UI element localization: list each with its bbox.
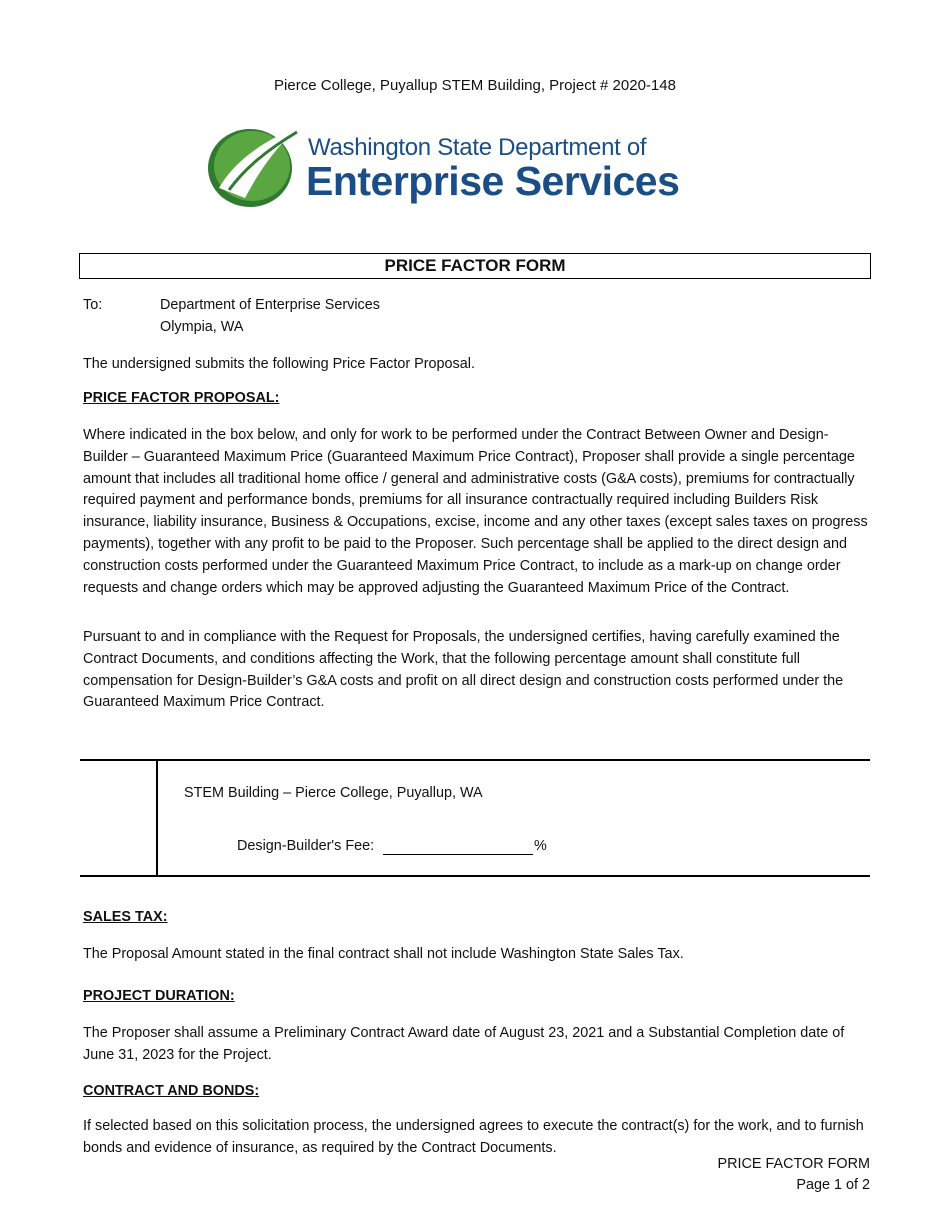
intro-text: The undersigned submits the following Price Factor Proposal.	[83, 356, 475, 372]
recipient-name: Department of Enterprise Services	[160, 297, 380, 313]
recipient-location: Olympia, WA	[160, 319, 244, 335]
contract-bonds-text: If selected based on this solicitation process, the undersigned agrees to execute the contract(s) for the work, and to furnish bonds and evidence of insurance, as required by the Contract Documents.	[83, 1118, 864, 1156]
fee-box-title: STEM Building – Pierce College, Puyallup, WA	[184, 785, 483, 801]
price-factor-paragraph-2: Pursuant to and in compliance with the Request for Proposals, the undersigned certifies, having carefully examined the Contract Documents, and conditions affecting the Work, that the following percentage amount shall constitute full compensation for Design-Builder’s G&A costs and profit on all direct design and construction costs performed under the Guaranteed Maximum Price Contract.	[83, 629, 844, 711]
sales-tax-text: The Proposal Amount stated in the final contract shall not include Washington State Sales Tax.	[83, 946, 684, 962]
to-label: To:	[83, 297, 103, 313]
project-header: Pierce College, Puyallup STEM Building, Project # 2020-148	[274, 77, 676, 94]
des-logo	[205, 120, 710, 212]
form-title: PRICE FACTOR FORM	[79, 253, 871, 279]
percent-sign: %	[534, 838, 547, 854]
footer-form-name: PRICE FACTOR FORM	[717, 1156, 870, 1172]
project-duration-heading: PROJECT DURATION:	[83, 988, 235, 1004]
logo-line2: Enterprise Services	[306, 158, 680, 204]
fee-label: Design-Builder's Fee:	[237, 838, 375, 854]
fee-box-divider	[156, 761, 158, 875]
sales-tax-heading: SALES TAX:	[83, 909, 168, 925]
footer-page-number: Page 1 of 2	[796, 1177, 870, 1193]
project-duration-text: The Proposer shall assume a Preliminary Contract Award date of August 23, 2021 and a Substantial Completion date of June 31, 2023 for the Project.	[83, 1025, 845, 1063]
fee-box	[80, 759, 870, 877]
price-factor-paragraph-1: Where indicated in the box below, and only for work to be performed under the Contract Between Owner and Design- Builder – Guaranteed Maximum Price (Guaranteed Maximum Price Contract), Proposer shall provide a single percentage amount that includes all traditional home office / general and administrative costs (G&A costs), premiums for contractually required payment and performance bonds, premiums for all insurance contractually required including Builders Risk insurance, liability insurance, Business & Occupations, excise, income and any other taxes (except sales taxes on progress payments), together with any profit to be paid to the Proposer. Such percentage shall be applied to the direct design and construction costs performed under the Guaranteed Maximum Price Contract, to include as a mark-up on change order requests and change orders which may be approved adjusting the Guaranteed Maximum Price of the Contract.	[83, 427, 868, 596]
contract-bonds-heading: CONTRACT AND BONDS:	[83, 1083, 260, 1099]
price-factor-heading: PRICE FACTOR PROPOSAL:	[83, 390, 280, 406]
leaf-logo-icon	[205, 120, 303, 212]
logo-line1: Washington State Department of	[308, 134, 647, 161]
fee-input-blank[interactable]	[383, 854, 533, 855]
